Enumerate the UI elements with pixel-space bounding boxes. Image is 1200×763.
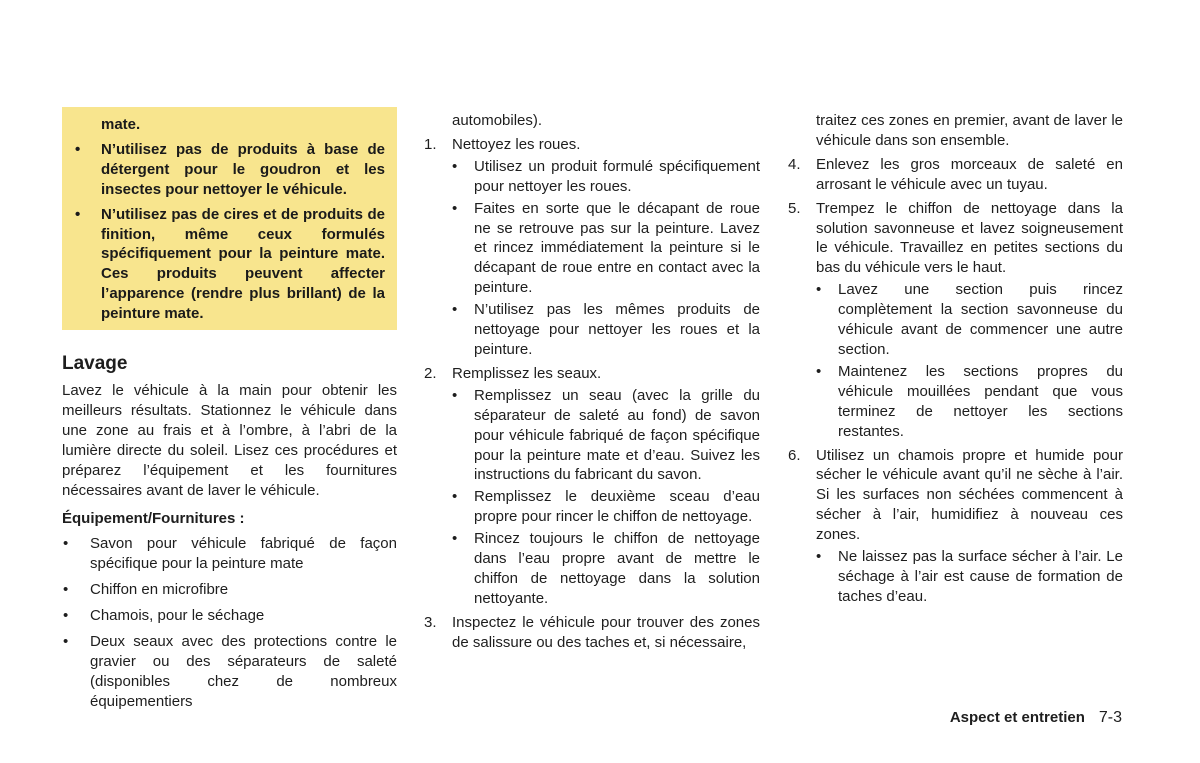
- column-right: [788, 111, 1123, 607]
- step-text: Remplissez les seaux.: [452, 364, 602, 382]
- step-number: 5.: [788, 199, 801, 217]
- step-text: Utilisez un chamois propre et humide pour sécher le véhicule avant qu’il ne sèche à l’air. Si les surfaces non séchées commencent à sécher à l’air, humidifiez à nouveau ces zones.: [816, 446, 1123, 544]
- page-footer: [950, 709, 1122, 727]
- warning-continuation: mate.: [101, 116, 141, 133]
- section-title: Lavage: [62, 353, 128, 375]
- sub-bullet: • Maintenez les sections propres du véhicule mouillées pendant que vous terminez de nettoyer les sections restantes.: [816, 362, 1123, 442]
- step-number: 6.: [788, 446, 801, 464]
- column-continuation: automobiles).: [452, 112, 543, 129]
- section-intro: Lavez le véhicule à la main pour obtenir les meilleurs résultats. Stationnez le véhicule dans une zone au frais et à l’ombre, à l’abri de la lumière directe du soleil. Lisez ces procédures et préparez l’équipement et les fournitures nécessaires avant de laver le véhicule.: [62, 382, 397, 499]
- step-item: [424, 135, 760, 360]
- equipment-item: • Chiffon en microfibre: [62, 580, 397, 600]
- step-item: [424, 364, 760, 609]
- sub-bullet: • Faites en sorte que le décapant de roue ne se retrouve pas sur la peinture. Lavez et rincez immédiatement la peinture si le décapant de roue entre en contact avec la peinture.: [452, 199, 760, 299]
- step-number: 4.: [788, 155, 801, 173]
- step-number: 1.: [424, 135, 437, 153]
- column-middle: [424, 111, 760, 653]
- sub-bullet: • Remplissez un seau (avec la grille du séparateur de saleté au fond) de savon pour véhicule fabriqué de façon spécifique pour la peinture mate et d’eau. Suivez les instructions du fabricant du savon.: [452, 386, 760, 486]
- step-text: Inspectez le véhicule pour trouver des zones de salissure ou des taches et, si nécessaire,: [452, 613, 760, 651]
- equipment-item: • Chamois, pour le séchage: [62, 606, 397, 626]
- column-left: [62, 107, 397, 712]
- step-text: Enlevez les gros morceaux de saleté en arrosant le véhicule avec un tuyau.: [816, 155, 1123, 193]
- step-item: [424, 613, 760, 653]
- warning-item: • N’utilisez pas de cires et de produits de finition, même ceux formulés spécifiquement pour la peinture mate. Ces produits peuvent affecter l’apparence (rendre plus brillant) de la peinture mate.: [73, 205, 385, 324]
- step-text: Nettoyez les roues.: [452, 135, 581, 153]
- equipment-item: • Deux seaux avec des protections contre le gravier ou des séparateurs de saleté (disponibles chez de nombreux équipementiers: [62, 632, 397, 712]
- warning-item: • N’utilisez pas de produits à base de détergent pour le goudron et les insectes pour nettoyer le véhicule.: [73, 140, 385, 200]
- sub-bullet: • Lavez une section puis rincez complètement la section savonneuse du véhicule avant de commencer une autre section.: [816, 280, 1123, 360]
- sub-bullet: • N’utilisez pas les mêmes produits de nettoyage pour nettoyer les roues et la peinture.: [452, 300, 760, 360]
- sub-bullet: • Remplissez le deuxième sceau d’eau propre pour rincer le chiffon de nettoyage.: [452, 487, 760, 527]
- step-number: 3.: [424, 613, 437, 631]
- warning-box: [62, 107, 397, 330]
- step-item: [788, 155, 1123, 195]
- step-number: 2.: [424, 364, 437, 382]
- step-text: Trempez le chiffon de nettoyage dans la solution savonneuse et lavez soigneusement le véhicule. Travaillez en petites sections du bas du véhicule vers le haut.: [816, 199, 1123, 277]
- equipment-heading: Équipement/Fournitures :: [62, 509, 245, 527]
- sub-bullet: • Ne laissez pas la surface sécher à l’air. Le séchage à l’air est cause de formation de taches d’eau.: [816, 547, 1123, 607]
- step-item: [788, 446, 1123, 607]
- equipment-item: • Savon pour véhicule fabriqué de façon spécifique pour la peinture mate: [62, 534, 397, 574]
- step-item: [788, 199, 1123, 442]
- page-number: 7-3: [1098, 709, 1122, 726]
- sub-bullet: • Rincez toujours le chiffon de nettoyage dans l’eau propre avant de mettre le chiffon de nettoyage dans la solution nettoyante.: [452, 529, 760, 609]
- sub-bullet: • Utilisez un produit formulé spécifiquement pour nettoyer les roues.: [452, 157, 760, 197]
- chapter-title: Aspect et entretien: [949, 709, 1085, 726]
- column-continuation: traitez ces zones en premier, avant de laver le véhicule dans son ensemble.: [816, 112, 1123, 149]
